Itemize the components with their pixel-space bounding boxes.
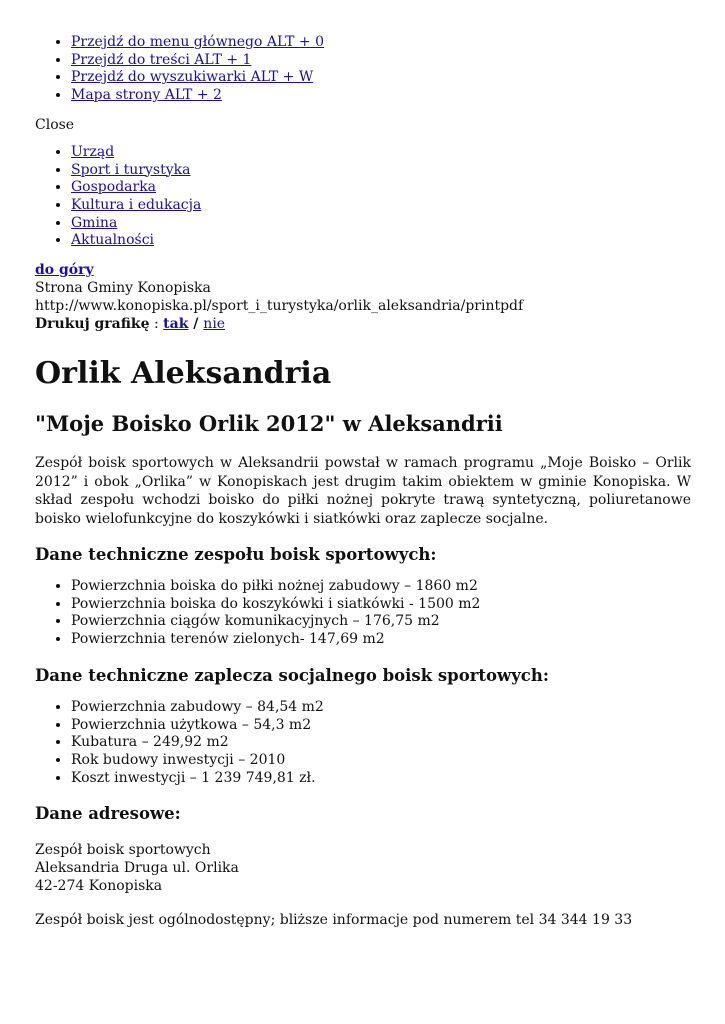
fields-spec-list: [35, 578, 691, 649]
menu-link-gmina[interactable]: Gmina: [71, 214, 118, 231]
sitemap-link[interactable]: Mapa strony ALT + 2: [71, 87, 222, 104]
main-menu: [35, 144, 691, 250]
menu-item: [71, 144, 691, 162]
list-item: • Powierzchnia terenów zielonych- 147,69 m2: [71, 631, 691, 649]
list-item: • Powierzchnia boiska do koszykówki i siatkówki - 1500 m2: [71, 596, 691, 614]
contact-info: Zespół boisk jest ogólnodostępny; bliższe informacje pod numerem tel 34 344 19 33: [35, 912, 633, 929]
section-heading-address: Dane adresowe:: [35, 804, 181, 824]
print-graphics-label: Drukuj grafikę: [35, 316, 150, 333]
address-line: 42-274 Konopiska: [35, 878, 163, 895]
print-graphics-row: [35, 315, 691, 333]
menu-item: [71, 197, 691, 215]
intro-paragraph: Zespół boisk sportowych w Aleksandrii powstał w ramach programu „Moje Boisko – Orlik 2012” i obok „Orlika” w Konopiskach jest drugim takim obiektem w gminie Konopiska. W skład zespołu wchodzi boisko do piłki nożnej pokryte trawą syntetyczną, poliuretanowe boisko wielofunkcyjne do koszykówki i siatkówki oraz zaplecze socjalne.: [35, 455, 691, 527]
section-heading-facilities: Dane techniczne zaplecza socjalnego boisk sportowych:: [35, 665, 549, 685]
article-subtitle: "Moje Boisko Orlik 2012" w Aleksandrii: [35, 411, 503, 437]
skip-link-item: [71, 52, 691, 70]
print-yes-link[interactable]: tak: [163, 316, 189, 333]
menu-item: [71, 215, 691, 233]
address-line: Aleksandria Druga ul. Orlika: [35, 860, 239, 877]
skip-to-content-link[interactable]: Przejdź do treści ALT + 1: [71, 51, 252, 68]
close-label: Close: [35, 116, 75, 133]
page-url: http://www.konopiska.pl/sport_i_turystyka/orlik_aleksandria/printpdf: [35, 298, 524, 315]
facilities-spec-list: [35, 699, 691, 788]
skip-link-item: [71, 87, 691, 105]
list-item: • Rok budowy inwestycji – 2010: [71, 752, 691, 770]
menu-item: [71, 162, 691, 180]
list-item: • Powierzchnia zabudowy – 84,54 m2: [71, 699, 691, 717]
skip-links-list: [35, 34, 691, 105]
list-item: • Kubatura – 249,92 m2: [71, 734, 691, 752]
menu-item: [71, 179, 691, 197]
skip-to-search-link[interactable]: Przejdź do wyszukiwarki ALT + W: [71, 69, 314, 86]
menu-link-sport[interactable]: Sport i turystyka: [71, 161, 191, 178]
print-slash: /: [188, 316, 204, 333]
menu-link-urzad[interactable]: Urząd: [71, 143, 115, 160]
print-separator: :: [149, 316, 164, 333]
print-no-link[interactable]: nie: [203, 316, 226, 333]
list-item: • Powierzchnia użytkowa – 54,3 m2: [71, 717, 691, 735]
page-title: Orlik Aleksandria: [35, 356, 332, 392]
back-to-top-link[interactable]: do góry: [35, 262, 94, 279]
list-item: • Koszt inwestycji – 1 239 749,81 zł.: [71, 770, 691, 788]
skip-link-item: [71, 69, 691, 87]
address-block: [35, 841, 691, 895]
menu-link-aktualnosci[interactable]: Aktualności: [71, 232, 155, 249]
menu-item: [71, 232, 691, 250]
section-heading-fields: Dane techniczne zespołu boisk sportowych:: [35, 545, 437, 565]
address-line: Zespół boisk sportowych: [35, 842, 211, 859]
site-name: Strona Gminy Konopiska: [35, 280, 211, 297]
skip-link-item: [71, 34, 691, 52]
print-header: [35, 261, 691, 333]
menu-link-gospodarka[interactable]: Gospodarka: [71, 179, 157, 196]
list-item: • Powierzchnia ciągów komunikacyjnych – 176,75 m2: [71, 613, 691, 631]
skip-to-menu-link[interactable]: Przejdź do menu głównego ALT + 0: [71, 34, 324, 50]
menu-link-kultura[interactable]: Kultura i edukacja: [71, 196, 202, 213]
list-item: • Powierzchnia boiska do piłki nożnej zabudowy – 1860 m2: [71, 578, 691, 596]
